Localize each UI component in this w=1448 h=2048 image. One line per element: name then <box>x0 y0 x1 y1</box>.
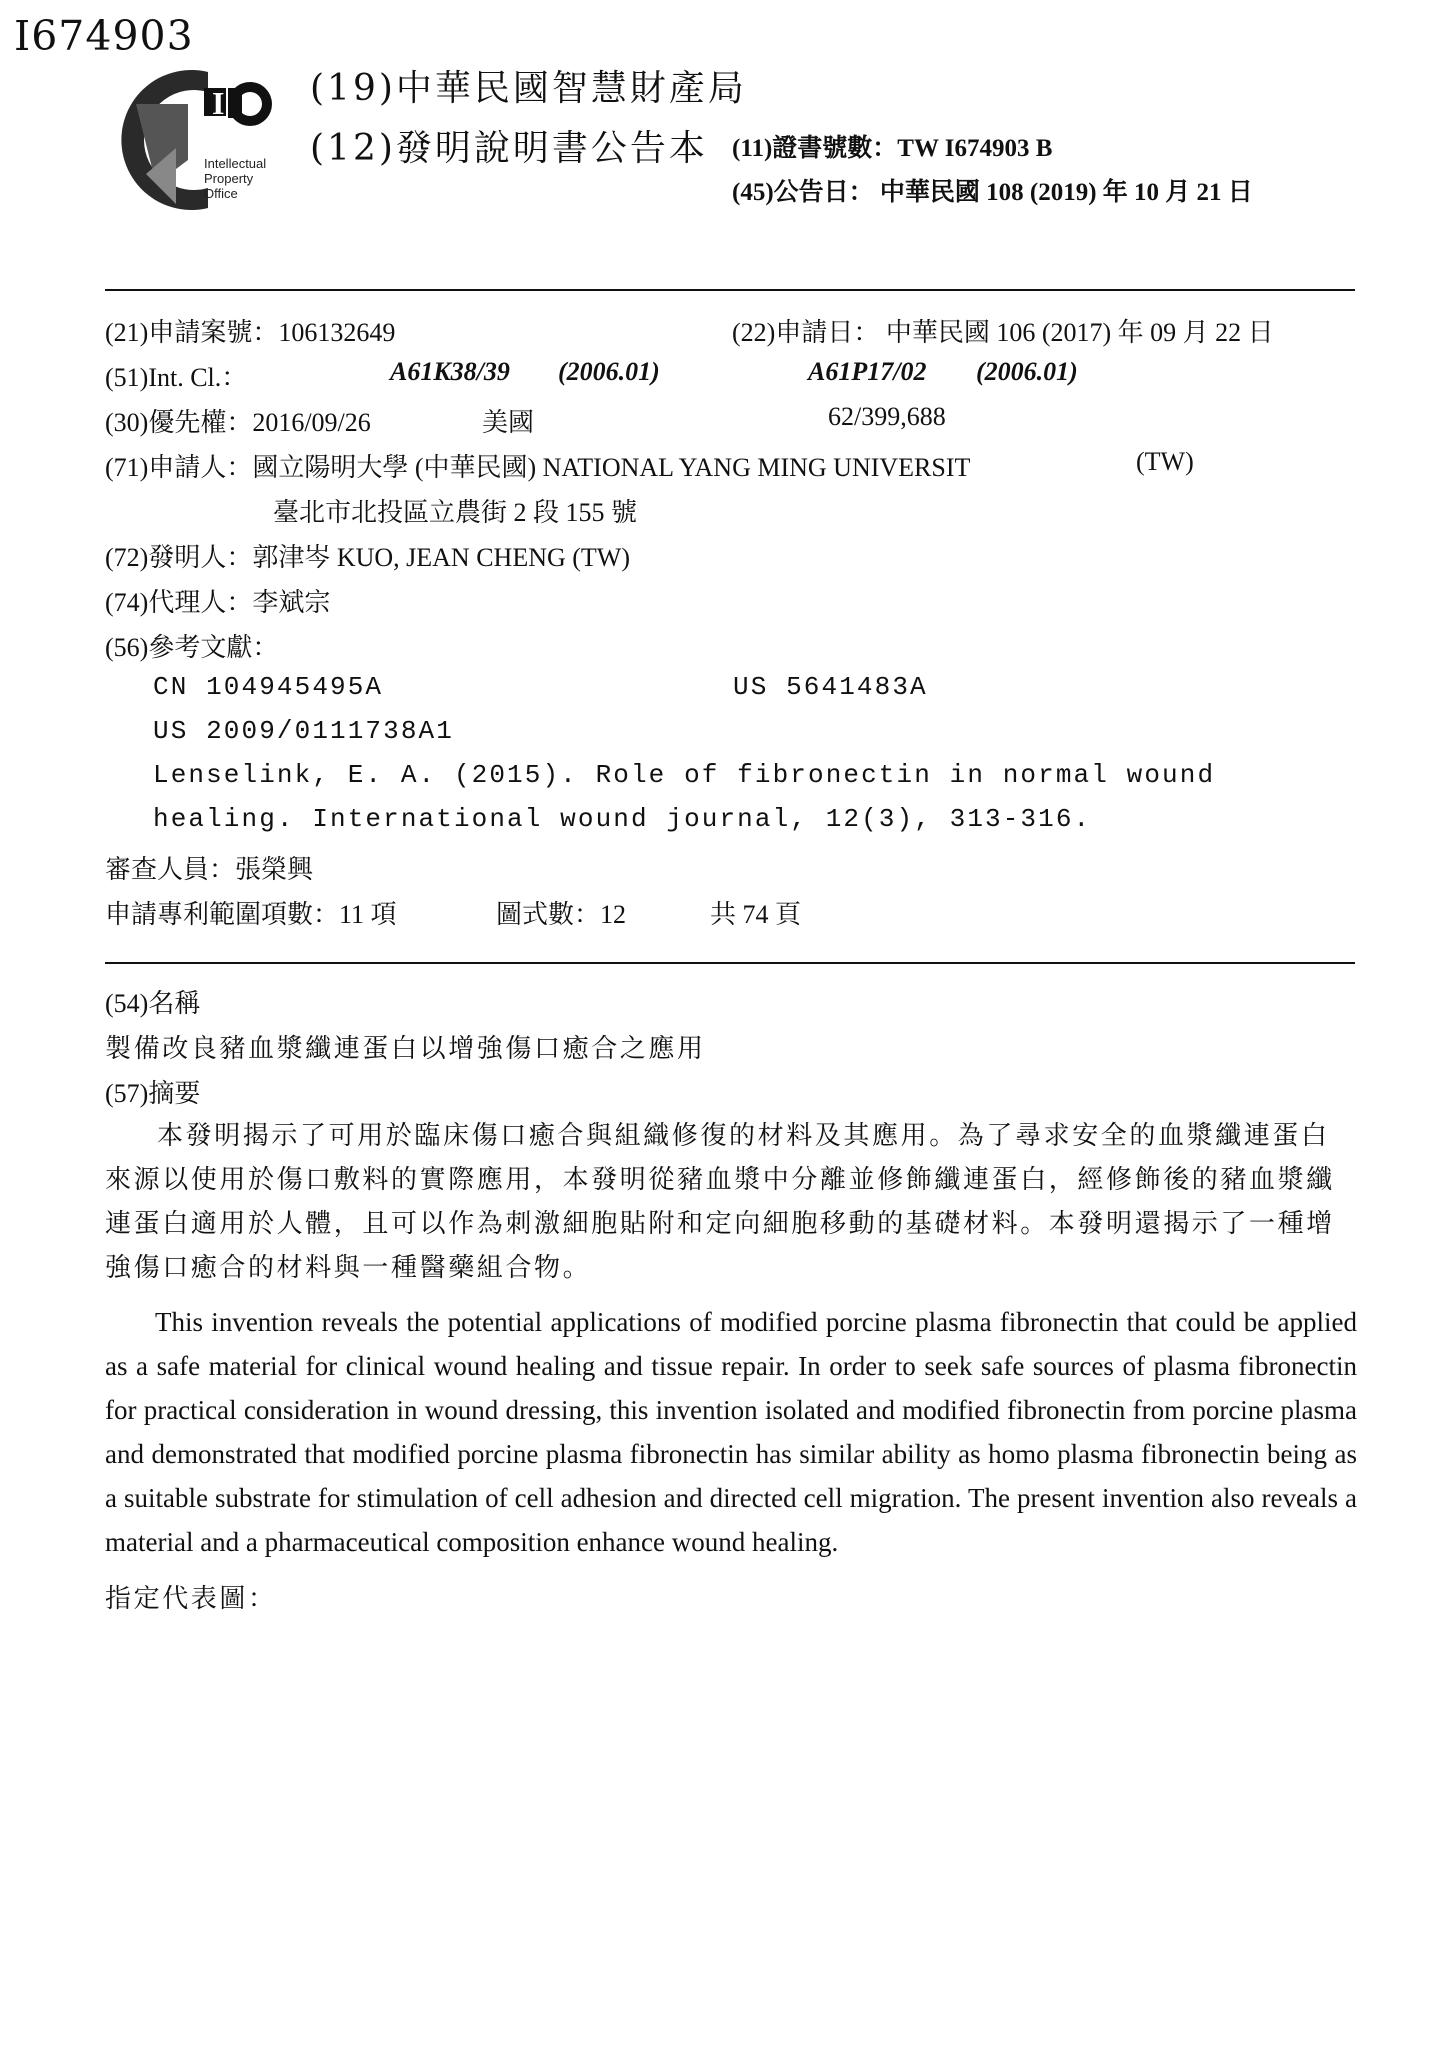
abstract-label: (57)摘要 <box>105 1079 201 1108</box>
svg-text:Intellectual: Intellectual <box>204 156 267 171</box>
representative-figure-label: 指定代表圖： <box>105 1584 277 1614</box>
svg-text:I: I <box>212 85 225 121</box>
figures-count: 圖式數：12 <box>496 900 627 929</box>
int-cl-label: (51)Int. Cl.： <box>105 363 248 392</box>
applicant-country: (TW) <box>1136 447 1194 476</box>
reference-2: US 5641483A <box>733 672 928 702</box>
examiner: 審查人員：張榮興 <box>105 855 314 884</box>
priority-country: 美國 <box>482 408 535 437</box>
claims-count: 申請專利範圍項數：11 項 <box>105 900 397 929</box>
publication-type: (12)發明說明書公告本 <box>310 128 708 169</box>
reference-1: CN 104945495A <box>153 672 384 702</box>
applicant: (71)申請人：國立陽明大學 (中華民國) NATIONAL YANG MING UNIVERSIT <box>105 453 971 482</box>
int-cl-2-version: (2006.01) <box>976 357 1078 386</box>
priority-number: 62/399,688 <box>828 402 946 431</box>
int-cl-1: A61K38/39 <box>390 357 510 386</box>
invention-title: 製備改良豬血漿纖連蛋白以增強傷口癒合之應用 <box>105 1034 706 1064</box>
bottom-divider <box>105 962 1355 964</box>
references-label: (56)參考文獻： <box>105 633 279 662</box>
applicant-address: 臺北市北投區立農街 2 段 155 號 <box>273 498 638 527</box>
certificate-number: (11)證書號數：TW I674903 B <box>732 135 1053 162</box>
int-cl-2: A61P17/02 <box>808 357 927 386</box>
reference-4-line-1: Lenselink, E. A. (2015). Role of fibronectin in normal wound <box>153 760 1216 790</box>
top-divider <box>105 289 1355 291</box>
reference-4-line-2: healing. International wound journal, 12(3), 313-316. <box>153 804 1092 834</box>
priority: (30)優先權：2016/09/26 <box>105 408 371 437</box>
reference-3: US 2009/0111738A1 <box>153 716 454 746</box>
title-label: (54)名稱 <box>105 989 201 1018</box>
abstract-english: This invention reveals the potential applications of modified porcine plasma fibronectin that could be applied as a safe material for clinical wound healing and tissue repair. In order to seek safe sources of plasma fibronectin for practical consideration in wound dressing, this invention isolated and modified fibronectin from porcine plasma and demonstrated that modified porcine plasma fibronectin has similar ability as homo plasma fibronectin being as a suitable substrate for stimulation of cell adhesion and directed cell migration. The present invention also reveals a material and a pharmaceutical composition enhance wound healing. <box>105 1307 1357 1557</box>
int-cl-1-version: (2006.01) <box>558 357 660 386</box>
inventor: (72)發明人：郭津岑 KUO, JEAN CHENG (TW) <box>105 543 630 572</box>
tipo-logo <box>116 64 282 216</box>
document-number: I674903 <box>14 12 194 60</box>
svg-text:Office: Office <box>204 186 238 201</box>
announcement-date: (45)公告日： 中華民國 108 (2019) 年 10 月 21 日 <box>732 179 1253 206</box>
page-count: 共 74 頁 <box>710 900 802 929</box>
issuing-office: (19)中華民國智慧財產局 <box>310 68 747 109</box>
agent: (74)代理人：李斌宗 <box>105 588 331 617</box>
filing-date: (22)申請日： 中華民國 106 (2017) 年 09 月 22 日 <box>732 318 1274 347</box>
abstract-chinese: 本發明揭示了可用於臨床傷口癒合與組織修復的材料及其應用。為了尋求安全的血漿纖連蛋白來源以使用於傷口敷料的實際應用，本發明從豬血漿中分離並修飾纖連蛋白，經修飾後的豬血漿纖連蛋白適用於人體，且可以作為刺激細胞貼附和定向細胞移動的基礎材料。本發明還揭示了一種增強傷口癒合的材料與一種醫藥組合物。 <box>105 1121 1335 1283</box>
application-number: (21)申請案號：106132649 <box>105 318 396 347</box>
svg-text:Property: Property <box>204 171 254 186</box>
